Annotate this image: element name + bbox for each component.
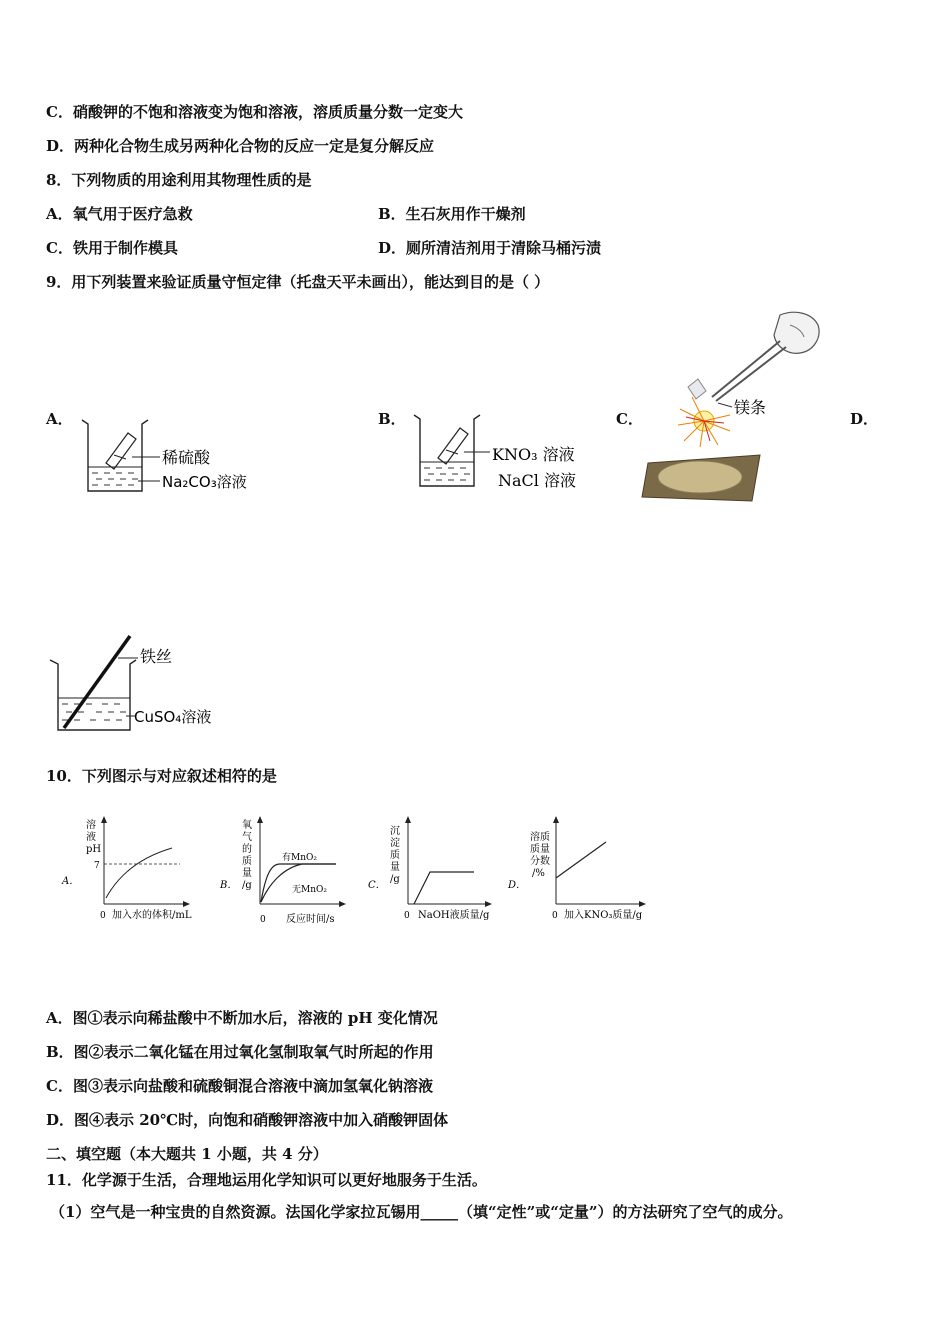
q10-option-d: D．图④表示 20℃时，向饱和硝酸钾溶液中加入硝酸钾固体 (46, 1111, 449, 1129)
graph-b-ylabel-6: /g (242, 880, 252, 891)
q11-stem: 11．化学源于生活，合理地运用化学知识可以更好地服务于生活。 (46, 1171, 487, 1189)
graph-c-letter: C． (368, 880, 386, 891)
q7-option-d: D．两种化合物生成另两种化合物的反应一定是复分解反应 (46, 137, 435, 155)
q9-figd-label-bottom: CuSO₄溶液 (134, 708, 212, 726)
section-2-heading: 二、填空题（本大题共 1 小题，共 4 分） (46, 1145, 328, 1163)
q9-figc-label: 镁条 (734, 398, 767, 417)
graph-d-ylabel-4: /% (532, 868, 545, 879)
q10-graph-d (506, 812, 666, 927)
q9-figure-c (640, 305, 830, 505)
graph-d-ylabel-2: 质量 (530, 844, 550, 855)
graph-b-xlabel: 反应时间/s (286, 914, 335, 925)
graph-c-xlabel: NaOH液质量/g (418, 910, 490, 921)
q8-option-c: C．铁用于制作模具 (46, 239, 178, 257)
q9-figa-label-top: 稀硫酸 (162, 448, 211, 467)
graph-d-ylabel-3: 分数 (530, 856, 550, 867)
q10-option-b: B．图②表示二氧化锰在用过氧化氢制取氧气时所起的作用 (46, 1043, 434, 1061)
graph-c-ylabel-3: 质 (390, 850, 400, 861)
q9-label-d: D． (850, 410, 879, 428)
graph-b-ylabel-2: 气 (242, 832, 252, 843)
q9-figa-label-bottom: Na₂CO₃溶液 (162, 473, 247, 491)
q9-figure-b (408, 410, 608, 495)
q9-label-c: C． (616, 410, 643, 428)
graph-a-tick-7: 7 (94, 861, 100, 871)
q10-graph-c (364, 812, 514, 927)
q8-option-d: D．厕所清洁剂用于清除马桶污渍 (378, 239, 602, 257)
graph-b-origin: 0 (260, 915, 266, 925)
graph-c-ylabel-1: 沉 (390, 826, 400, 837)
graph-a-ylabel-2: 液 (86, 832, 96, 843)
q11-part-1: （1）空气是一种宝贵的自然资源。法国化学家拉瓦锡用_____（填“定性”或“定量”）的方法研究了空气的成分。 (50, 1203, 793, 1221)
q10-graph-b (218, 812, 368, 932)
q8-stem: 8．下列物质的用途利用其物理性质的是 (46, 171, 312, 189)
graph-a-ylabel-3: pH (86, 844, 102, 855)
graph-c-ylabel-2: 淀 (390, 838, 400, 849)
q8-option-a: A．氧气用于医疗急救 (46, 205, 193, 223)
graph-d-letter: D． (508, 880, 527, 891)
graph-d-xlabel: 加入KNO₃质量/g (564, 910, 643, 921)
graph-c-ylabel-4: 量 (390, 862, 400, 873)
graph-b-label-with: 有MnO₂ (282, 853, 317, 863)
q10-stem: 10．下列图示与对应叙述相符的是 (46, 767, 277, 785)
q9-figb-label-top: KNO₃ 溶液 (492, 445, 575, 464)
graph-c-ylabel-5: /g (390, 874, 400, 885)
q10-option-a: A．图①表示向稀盐酸中不断加水后，溶液的 pH 变化情况 (46, 1009, 438, 1027)
graph-a-xlabel: 加入水的体积/mL (112, 910, 192, 921)
q9-stem: 9．用下列装置来验证质量守恒定律（托盘天平未画出），能达到目的是（ ） (46, 273, 550, 291)
graph-b-ylabel-1: 氧 (242, 820, 252, 831)
q9-label-a: A． (46, 410, 73, 428)
q10-option-c: C．图③表示向盐酸和硫酸铜混合溶液中滴加氢氧化钠溶液 (46, 1077, 433, 1095)
q9-label-b: B． (378, 410, 406, 428)
q7-option-c: C．硝酸钾的不饱和溶液变为饱和溶液，溶质质量分数一定变大 (46, 103, 463, 121)
graph-b-letter: B． (220, 880, 238, 891)
q9-figb-label-bottom: NaCl 溶液 (498, 471, 576, 490)
graph-d-ylabel-1: 溶质 (530, 832, 550, 843)
graph-b-ylabel-4: 质 (242, 856, 252, 867)
q9-figd-label-top: 铁丝 (140, 647, 173, 666)
graph-a-letter: A． (62, 876, 80, 887)
graph-d-origin: 0 (552, 911, 558, 921)
graph-b-label-without: 无MnO₂ (292, 885, 327, 895)
graph-b-ylabel-5: 量 (242, 868, 252, 879)
graph-c-origin: 0 (404, 911, 410, 921)
q8-option-b: B．生石灰用作干燥剂 (378, 205, 526, 223)
q9-figure-a (76, 415, 266, 500)
q9-figure-d (48, 632, 248, 737)
q10-graph-a (58, 812, 208, 927)
graph-a-ylabel-1: 溶 (86, 820, 96, 831)
graph-b-ylabel-3: 的 (242, 844, 252, 855)
graph-a-origin: 0 (100, 911, 106, 921)
